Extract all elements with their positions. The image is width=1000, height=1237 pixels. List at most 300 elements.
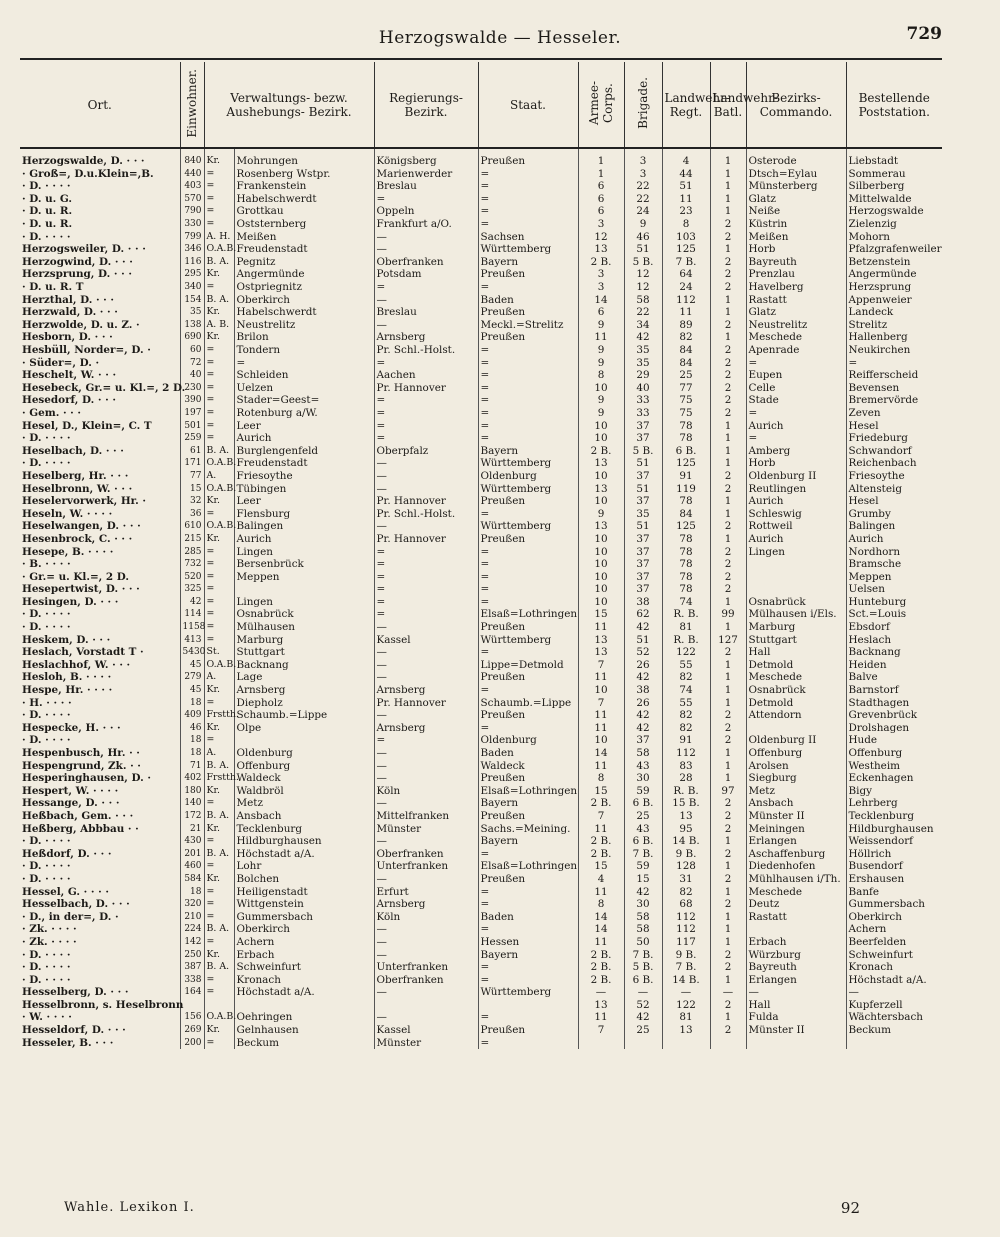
army-corps: 3 bbox=[578, 281, 624, 294]
table-body bbox=[20, 148, 942, 1049]
population: 1158 bbox=[180, 621, 204, 634]
table-row bbox=[20, 218, 942, 231]
col-staat: Staat. bbox=[478, 62, 578, 148]
district-type: = bbox=[204, 357, 234, 370]
brigade: 7 B. bbox=[624, 948, 662, 961]
district: Waldbröl bbox=[234, 785, 374, 798]
state: = bbox=[478, 684, 578, 697]
table-row bbox=[20, 1011, 942, 1024]
landwehr-regiment: 64 bbox=[662, 268, 710, 281]
district: Tecklenburg bbox=[234, 822, 374, 835]
table-row bbox=[20, 344, 942, 357]
landwehr-regiment: 91 bbox=[662, 470, 710, 483]
population: 610 bbox=[180, 520, 204, 533]
army-corps: 2 B. bbox=[578, 445, 624, 458]
post-station: Banfe bbox=[846, 885, 942, 898]
place-name: · D. · · · · bbox=[22, 621, 71, 634]
district: Bolchen bbox=[234, 873, 374, 886]
landwehr-battalion: 2 bbox=[710, 319, 746, 332]
state: = bbox=[478, 961, 578, 974]
district-command: Meiningen bbox=[746, 822, 846, 835]
state: Preußen bbox=[478, 495, 578, 508]
landwehr-battalion: 2 bbox=[710, 357, 746, 370]
landwehr-regiment: 89 bbox=[662, 319, 710, 332]
brigade: 9 bbox=[624, 218, 662, 231]
population: 570 bbox=[180, 193, 204, 206]
government-district: — bbox=[374, 923, 478, 936]
col-brigade: Brigade. bbox=[624, 62, 662, 148]
army-corps: 14 bbox=[578, 923, 624, 936]
army-corps: 4 bbox=[578, 873, 624, 886]
district-type: = bbox=[204, 382, 234, 395]
population: 142 bbox=[180, 936, 204, 949]
post-station: Eckenhagen bbox=[846, 772, 942, 785]
landwehr-regiment: 13 bbox=[662, 1024, 710, 1037]
district-type: Frstth. bbox=[204, 709, 234, 722]
population: 18 bbox=[180, 734, 204, 747]
post-station: Hesel bbox=[846, 419, 942, 432]
district: Marburg bbox=[234, 634, 374, 647]
landwehr-regiment: 28 bbox=[662, 772, 710, 785]
table-row bbox=[20, 659, 942, 672]
district-command: Stade bbox=[746, 394, 846, 407]
brigade: 59 bbox=[624, 860, 662, 873]
post-station: Hallenberg bbox=[846, 331, 942, 344]
government-district: — bbox=[374, 243, 478, 256]
district-command: = bbox=[746, 357, 846, 370]
district: Lage bbox=[234, 671, 374, 684]
state: = bbox=[478, 1037, 578, 1050]
district-type: B. A. bbox=[204, 923, 234, 936]
landwehr-battalion: 2 bbox=[710, 281, 746, 294]
brigade: 12 bbox=[624, 268, 662, 281]
government-district: Aachen bbox=[374, 369, 478, 382]
government-district: — bbox=[374, 873, 478, 886]
brigade: 30 bbox=[624, 898, 662, 911]
population: 32 bbox=[180, 495, 204, 508]
table-row bbox=[20, 810, 942, 823]
district-command: Havelberg bbox=[746, 281, 846, 294]
landwehr-regiment: 75 bbox=[662, 407, 710, 420]
state: Elsaß=Lothringen bbox=[478, 785, 578, 798]
government-district: Kassel bbox=[374, 1024, 478, 1037]
army-corps: 6 bbox=[578, 306, 624, 319]
district: Osnabrück bbox=[234, 608, 374, 621]
landwehr-regiment: 78 bbox=[662, 432, 710, 445]
place-name: Hespert, W. · · · · bbox=[22, 784, 119, 797]
table-row bbox=[20, 999, 942, 1012]
post-station: Zielenzig bbox=[846, 218, 942, 231]
army-corps: 7 bbox=[578, 1024, 624, 1037]
district-command: Meschede bbox=[746, 885, 846, 898]
population: 295 bbox=[180, 268, 204, 281]
government-district: — bbox=[374, 671, 478, 684]
brigade: 6 B. bbox=[624, 974, 662, 987]
landwehr-battalion: 2 bbox=[710, 583, 746, 596]
place-name: · H. · · · · bbox=[22, 696, 72, 709]
district: Schleiden bbox=[234, 369, 374, 382]
army-corps: 13 bbox=[578, 646, 624, 659]
state: Baden bbox=[478, 911, 578, 924]
district: Erbach bbox=[234, 948, 374, 961]
brigade: 30 bbox=[624, 772, 662, 785]
government-district: Arnsberg bbox=[374, 684, 478, 697]
place-name: Heseln, W. · · · · bbox=[22, 507, 113, 520]
district-command: Meißen bbox=[746, 231, 846, 244]
government-district: — bbox=[374, 319, 478, 332]
army-corps: 13 bbox=[578, 482, 624, 495]
army-corps: 10 bbox=[578, 495, 624, 508]
place-name: Hespecke, H. · · · bbox=[22, 721, 121, 734]
brigade: 58 bbox=[624, 923, 662, 936]
district: Freudenstadt bbox=[234, 243, 374, 256]
table-row bbox=[20, 520, 942, 533]
district-command: Rottweil bbox=[746, 520, 846, 533]
landwehr-regiment: 119 bbox=[662, 482, 710, 495]
landwehr-regiment: 11 bbox=[662, 306, 710, 319]
place-name: Hesloh, B. · · · · bbox=[22, 671, 112, 684]
army-corps: 11 bbox=[578, 621, 624, 634]
population: 250 bbox=[180, 948, 204, 961]
landwehr-battalion: 2 bbox=[710, 482, 746, 495]
district-command: Arolsen bbox=[746, 760, 846, 773]
state: = bbox=[478, 218, 578, 231]
post-station: Hildburghausen bbox=[846, 822, 942, 835]
army-corps: 2 B. bbox=[578, 797, 624, 810]
post-station: Ebsdorf bbox=[846, 621, 942, 634]
table-row bbox=[20, 760, 942, 773]
population: 390 bbox=[180, 394, 204, 407]
landwehr-battalion: 2 bbox=[710, 948, 746, 961]
post-station: — bbox=[846, 986, 942, 999]
state: Elsaß=Lothringen bbox=[478, 608, 578, 621]
government-district: Münster bbox=[374, 1037, 478, 1050]
brigade: 62 bbox=[624, 608, 662, 621]
brigade: 43 bbox=[624, 822, 662, 835]
district-type: = bbox=[204, 885, 234, 898]
place-name: Hesperinghausen, D. · bbox=[22, 772, 151, 785]
army-corps: 13 bbox=[578, 634, 624, 647]
brigade: 22 bbox=[624, 180, 662, 193]
state bbox=[478, 999, 578, 1012]
district-command: Oldenburg II bbox=[746, 470, 846, 483]
army-corps: 11 bbox=[578, 760, 624, 773]
district: = bbox=[234, 357, 374, 370]
district-command: Münster II bbox=[746, 810, 846, 823]
brigade: 5 B. bbox=[624, 961, 662, 974]
landwehr-regiment: 125 bbox=[662, 457, 710, 470]
brigade: 42 bbox=[624, 671, 662, 684]
army-corps: 2 B. bbox=[578, 974, 624, 987]
population: 77 bbox=[180, 470, 204, 483]
district-type: = bbox=[204, 419, 234, 432]
district-type: Frstth. bbox=[204, 772, 234, 785]
landwehr-battalion: 99 bbox=[710, 608, 746, 621]
post-station: Hunteburg bbox=[846, 596, 942, 609]
army-corps: 15 bbox=[578, 860, 624, 873]
landwehr-regiment: 82 bbox=[662, 331, 710, 344]
post-station: Bigy bbox=[846, 785, 942, 798]
army-corps: 3 bbox=[578, 268, 624, 281]
table-row bbox=[20, 571, 942, 584]
brigade: — bbox=[624, 986, 662, 999]
landwehr-regiment: 9 B. bbox=[662, 848, 710, 861]
state: Oldenburg bbox=[478, 470, 578, 483]
government-district: — bbox=[374, 659, 478, 672]
table-row bbox=[20, 407, 942, 420]
col-regierungsbezirk: Regierungs- Bezirk. bbox=[374, 62, 478, 148]
population: 210 bbox=[180, 911, 204, 924]
place-name: Hesseldorf, D. · · · bbox=[22, 1024, 126, 1037]
post-station: Mittelwalde bbox=[846, 193, 942, 206]
place-name: Hesingen, D. · · · bbox=[22, 595, 119, 608]
district: Oberkirch bbox=[234, 294, 374, 307]
district: Meißen bbox=[234, 231, 374, 244]
landwehr-regiment: 125 bbox=[662, 520, 710, 533]
district-command: Stuttgart bbox=[746, 634, 846, 647]
population: 140 bbox=[180, 797, 204, 810]
table-row bbox=[20, 319, 942, 332]
government-district: Frankfurt a/O. bbox=[374, 218, 478, 231]
district-type: = bbox=[204, 344, 234, 357]
district-command: Glatz bbox=[746, 193, 846, 206]
brigade: 51 bbox=[624, 520, 662, 533]
landwehr-battalion: 2 bbox=[710, 520, 746, 533]
district-command: Neiße bbox=[746, 205, 846, 218]
district-command: = bbox=[746, 432, 846, 445]
district: Tübingen bbox=[234, 482, 374, 495]
place-name: Heselwangen, D. · · · bbox=[22, 520, 141, 533]
post-station: Zeven bbox=[846, 407, 942, 420]
population: 5430 bbox=[180, 646, 204, 659]
state: = bbox=[478, 558, 578, 571]
table-row bbox=[20, 860, 942, 873]
landwehr-battalion: 2 bbox=[710, 407, 746, 420]
army-corps: 3 bbox=[578, 218, 624, 231]
landwehr-battalion: 1 bbox=[710, 148, 746, 168]
district: Oststernberg bbox=[234, 218, 374, 231]
district-command: Horb bbox=[746, 243, 846, 256]
district-type: = bbox=[204, 369, 234, 382]
table-row bbox=[20, 873, 942, 886]
brigade: 40 bbox=[624, 382, 662, 395]
brigade: 42 bbox=[624, 709, 662, 722]
army-corps: 6 bbox=[578, 205, 624, 218]
district-type: = bbox=[204, 394, 234, 407]
population: 346 bbox=[180, 243, 204, 256]
state: = bbox=[478, 357, 578, 370]
table-row bbox=[20, 243, 942, 256]
landwehr-battalion: 1 bbox=[710, 306, 746, 319]
population: 164 bbox=[180, 986, 204, 999]
government-district: — bbox=[374, 709, 478, 722]
district: Balingen bbox=[234, 520, 374, 533]
table-row bbox=[20, 306, 942, 319]
landwehr-regiment: 68 bbox=[662, 898, 710, 911]
state: = bbox=[478, 193, 578, 206]
place-name: · Süder=, D. · bbox=[22, 356, 100, 369]
district-type: Kr. bbox=[204, 148, 234, 168]
population: 18 bbox=[180, 885, 204, 898]
place-name: · D. · · · · bbox=[22, 973, 71, 986]
district-command bbox=[746, 571, 846, 584]
table-row bbox=[20, 974, 942, 987]
place-name: · Zk. · · · · bbox=[22, 923, 77, 936]
army-corps: 9 bbox=[578, 319, 624, 332]
district-type: = bbox=[204, 558, 234, 571]
place-name: · Gem. · · · bbox=[22, 406, 82, 419]
post-station: Angermünde bbox=[846, 268, 942, 281]
brigade: 58 bbox=[624, 911, 662, 924]
government-district: Oberfranken bbox=[374, 848, 478, 861]
district: Burglengenfeld bbox=[234, 445, 374, 458]
district-type: = bbox=[204, 835, 234, 848]
state: Bayern bbox=[478, 797, 578, 810]
brigade: 25 bbox=[624, 1024, 662, 1037]
post-station: Mohorn bbox=[846, 231, 942, 244]
landwehr-battalion: 1 bbox=[710, 860, 746, 873]
landwehr-regiment: 78 bbox=[662, 533, 710, 546]
landwehr-regiment: 122 bbox=[662, 999, 710, 1012]
state: = bbox=[478, 508, 578, 521]
landwehr-battalion: 1 bbox=[710, 432, 746, 445]
landwehr-battalion: 1 bbox=[710, 445, 746, 458]
col-poststation: Bestellende Poststation. bbox=[846, 62, 942, 148]
place-name: · D. · · · · bbox=[22, 948, 71, 961]
landwehr-battalion: 2 bbox=[710, 797, 746, 810]
post-station: Hesel bbox=[846, 495, 942, 508]
district bbox=[234, 583, 374, 596]
army-corps: 13 bbox=[578, 457, 624, 470]
state: Württemberg bbox=[478, 520, 578, 533]
district: Schweinfurt bbox=[234, 961, 374, 974]
place-name: Herzwald, D. · · · bbox=[22, 306, 118, 319]
district: Achern bbox=[234, 936, 374, 949]
government-district: Oberfranken bbox=[374, 974, 478, 987]
district-command: Glatz bbox=[746, 306, 846, 319]
table-row bbox=[20, 432, 942, 445]
district-command: Erlangen bbox=[746, 835, 846, 848]
district: Leer bbox=[234, 419, 374, 432]
post-station: Silberberg bbox=[846, 180, 942, 193]
landwehr-regiment: 95 bbox=[662, 822, 710, 835]
population: 154 bbox=[180, 294, 204, 307]
district-command bbox=[746, 722, 846, 735]
landwehr-regiment: 25 bbox=[662, 369, 710, 382]
post-station: Offenburg bbox=[846, 747, 942, 760]
population: 520 bbox=[180, 571, 204, 584]
district-command: Schleswig bbox=[746, 508, 846, 521]
landwehr-battalion: 2 bbox=[710, 999, 746, 1012]
district: Oehringen bbox=[234, 1011, 374, 1024]
landwehr-regiment: 11 bbox=[662, 193, 710, 206]
population: 325 bbox=[180, 583, 204, 596]
brigade: 59 bbox=[624, 785, 662, 798]
table-row bbox=[20, 394, 942, 407]
post-station: Sommerau bbox=[846, 168, 942, 181]
government-district: — bbox=[374, 948, 478, 961]
state: Preußen bbox=[478, 709, 578, 722]
post-station: Landeck bbox=[846, 306, 942, 319]
place-name: · D. · · · · bbox=[22, 457, 71, 470]
landwehr-regiment: 112 bbox=[662, 923, 710, 936]
district-type: Kr. bbox=[204, 533, 234, 546]
population: 45 bbox=[180, 684, 204, 697]
landwehr-battalion: 1 bbox=[710, 747, 746, 760]
landwehr-regiment: 91 bbox=[662, 734, 710, 747]
army-corps: 9 bbox=[578, 357, 624, 370]
population: 409 bbox=[180, 709, 204, 722]
place-name: Hesel, D., Klein=, C. T bbox=[22, 419, 152, 432]
post-station: = bbox=[846, 357, 942, 370]
district-type: Kr. bbox=[204, 684, 234, 697]
post-station: Oberkirch bbox=[846, 911, 942, 924]
brigade: 29 bbox=[624, 369, 662, 382]
population: 171 bbox=[180, 457, 204, 470]
post-station: Wächtersbach bbox=[846, 1011, 942, 1024]
post-station: Neukirchen bbox=[846, 344, 942, 357]
running-head: Herzogswalde — Hesseler. bbox=[378, 28, 622, 48]
government-district: Pr. Hannover bbox=[374, 382, 478, 395]
army-corps: 2 B. bbox=[578, 948, 624, 961]
army-corps: 8 bbox=[578, 369, 624, 382]
government-district: — bbox=[374, 520, 478, 533]
district-type: Kr. bbox=[204, 331, 234, 344]
government-district: Mittelfranken bbox=[374, 810, 478, 823]
brigade: 3 bbox=[624, 148, 662, 168]
population: 200 bbox=[180, 1037, 204, 1050]
district: Friesoythe bbox=[234, 470, 374, 483]
district-command: Erbach bbox=[746, 936, 846, 949]
population: 402 bbox=[180, 772, 204, 785]
population bbox=[180, 999, 204, 1012]
state: = bbox=[478, 168, 578, 181]
government-district: Pr. Hannover bbox=[374, 495, 478, 508]
brigade: 33 bbox=[624, 394, 662, 407]
post-station: Stadthagen bbox=[846, 697, 942, 710]
government-district: — bbox=[374, 457, 478, 470]
landwehr-battalion: 2 bbox=[710, 256, 746, 269]
table-row bbox=[20, 357, 942, 370]
district: Arnsberg bbox=[234, 684, 374, 697]
brigade: 37 bbox=[624, 470, 662, 483]
government-district: Köln bbox=[374, 785, 478, 798]
state: = bbox=[478, 596, 578, 609]
landwehr-battalion: 2 bbox=[710, 558, 746, 571]
post-station: Beerfelden bbox=[846, 936, 942, 949]
army-corps: 14 bbox=[578, 911, 624, 924]
government-district: Kassel bbox=[374, 634, 478, 647]
district-command: Bayreuth bbox=[746, 961, 846, 974]
state: Preußen bbox=[478, 331, 578, 344]
army-corps: 15 bbox=[578, 785, 624, 798]
district: Ostpriegnitz bbox=[234, 281, 374, 294]
landwehr-battalion: — bbox=[710, 986, 746, 999]
district-command: Erlangen bbox=[746, 974, 846, 987]
post-station: Ershausen bbox=[846, 873, 942, 886]
army-corps: 7 bbox=[578, 659, 624, 672]
army-corps: 11 bbox=[578, 671, 624, 684]
brigade: 37 bbox=[624, 533, 662, 546]
state: = bbox=[478, 974, 578, 987]
state: Preußen bbox=[478, 621, 578, 634]
place-name: · D. u. G. bbox=[22, 192, 73, 205]
district-type: B. A. bbox=[204, 256, 234, 269]
post-station: Höchstadt a/A. bbox=[846, 974, 942, 987]
district-type: O.A.B. bbox=[204, 243, 234, 256]
landwehr-regiment: 83 bbox=[662, 760, 710, 773]
army-corps: 7 bbox=[578, 810, 624, 823]
